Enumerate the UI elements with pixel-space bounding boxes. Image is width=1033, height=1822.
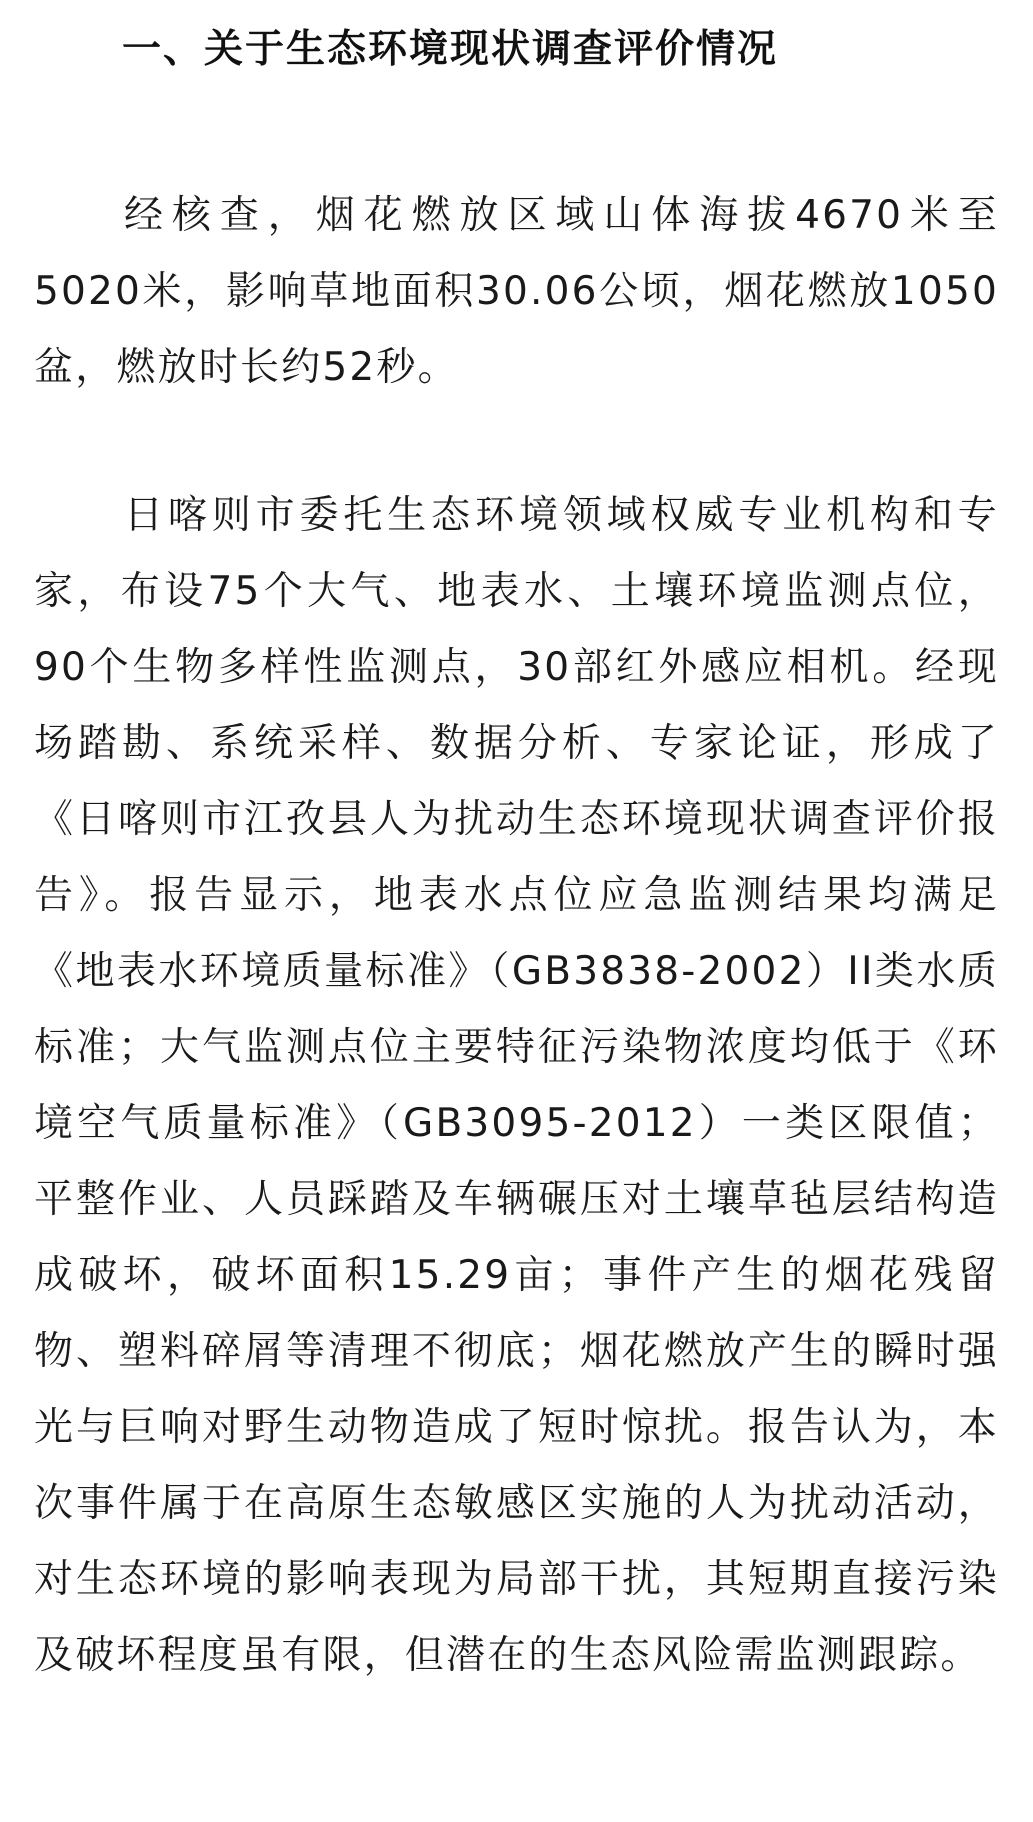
section-heading: 一、关于生态环境现状调查评价情况	[122, 27, 779, 72]
paragraph-survey-facts: 经核查，烟花燃放区域山体海拔4670米至5020米，影响草地面积30.06公顷，烟花燃放1050盆，燃放时长约52秒。	[34, 193, 999, 390]
paragraph-evaluation-report: 日喀则市委托生态环境领域权威专业机构和专家，布设75个大气、地表水、土壤环境监测点位，90个生物多样性监测点，30部红外感应相机。经现场踏勘、系统采样、数据分析、专家论证，形成了《日喀则市江孜县人为扰动生态环境现状调查评价报告》。报告显示，地表水点位应急监测结果均满足《地表水环境质量标准》（GB3838-2002）II类水质标准；大气监测点位主要特征污染物浓度均低于《环境空气质量标准》（GB3095-2012）一类区限值；平整作业、人员踩踏及车辆碾压对土壤草毡层结构造成破坏，破坏面积15.29亩；事件产生的烟花残留物、塑料碎屑等清理不彻底；烟花燃放产生的瞬时强光与巨响对野生动物造成了短时惊扰。报告认为，本次事件属于在高原生态敏感区实施的人为扰动活动，对生态环境的影响表现为局部干扰，其短期直接污染及破坏程度虽有限，但潜在的生态风险需监测跟踪。	[34, 493, 999, 1678]
